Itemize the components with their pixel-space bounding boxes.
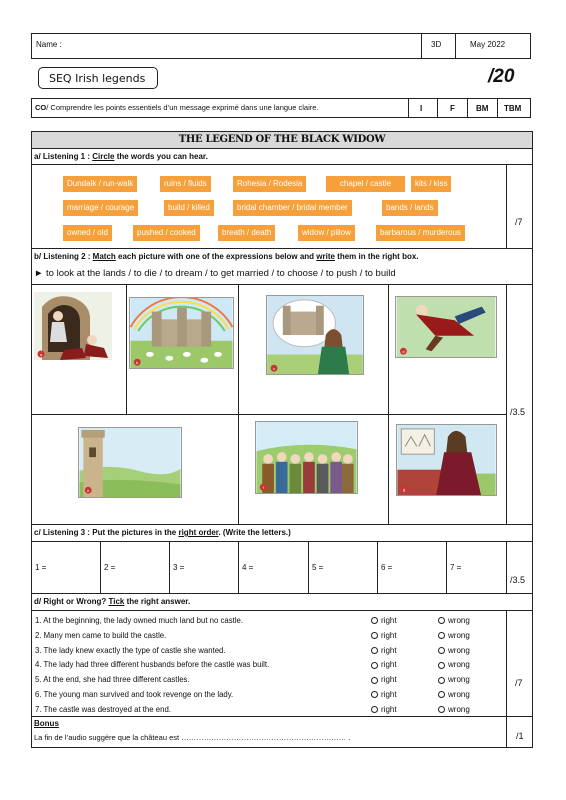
section-d-rest: the right answer. bbox=[124, 597, 191, 606]
section-c-score: /3.5 bbox=[510, 575, 526, 585]
seq-title-box bbox=[38, 67, 158, 89]
section-d-score: /7 bbox=[515, 678, 523, 688]
order-slot[interactable] bbox=[32, 542, 101, 594]
grid-line bbox=[238, 285, 239, 525]
order-slot[interactable] bbox=[239, 542, 309, 594]
word-option[interactable]: bridal chamber / bridal member bbox=[233, 200, 352, 216]
word-option[interactable]: Dundalk / run-walk bbox=[63, 176, 137, 192]
level-tbm[interactable] bbox=[497, 98, 531, 118]
section-b-instruction bbox=[34, 252, 419, 261]
wrong-label: wrong bbox=[448, 616, 470, 625]
co-abbr: CO bbox=[35, 103, 47, 112]
picture-b-letter: b bbox=[136, 360, 139, 366]
section-b-score-cell bbox=[507, 285, 532, 525]
order-slot[interactable] bbox=[378, 542, 447, 594]
order-slot[interactable] bbox=[309, 542, 378, 594]
level-i-label: I bbox=[420, 104, 423, 113]
radio-circle-icon[interactable] bbox=[438, 677, 445, 684]
radio-circle-icon[interactable] bbox=[371, 647, 378, 654]
picture-f-letter: f bbox=[262, 485, 264, 491]
statement-text: 5. At the end, she had three different castles. bbox=[35, 675, 190, 685]
radio-circle-icon[interactable] bbox=[371, 677, 378, 684]
radio-circle-icon[interactable] bbox=[371, 691, 378, 698]
bonus-score-cell bbox=[507, 717, 532, 747]
radio-circle-icon[interactable] bbox=[438, 662, 445, 669]
section-c-prefix: c/ Listening 3 : Put the pictures in the bbox=[34, 528, 179, 537]
section-c-emph: right order bbox=[178, 528, 219, 537]
word-option[interactable]: marriage / courage bbox=[63, 200, 138, 216]
statement-row bbox=[33, 703, 503, 717]
section-d-verb: Tick bbox=[108, 597, 125, 606]
statement-row bbox=[33, 629, 503, 643]
order-slot-label: 4 = bbox=[242, 563, 254, 572]
criteria-text bbox=[35, 103, 318, 112]
statement-row bbox=[33, 688, 503, 702]
right-label: right bbox=[381, 645, 397, 655]
grid-line bbox=[388, 285, 389, 525]
level-bm[interactable] bbox=[467, 98, 498, 118]
page-title: THE LEGEND OF THE BLACK WIDOW bbox=[178, 134, 386, 145]
wrong-option[interactable] bbox=[438, 690, 470, 699]
section-b-rest: them in the right box. bbox=[334, 252, 419, 261]
section-d-header bbox=[32, 594, 532, 611]
order-slot-label: 5 = bbox=[312, 563, 324, 572]
section-c-header bbox=[32, 525, 532, 542]
section-b-verb2: write bbox=[316, 252, 335, 261]
co-text: / Comprendre les points essentiels d’un message exprimé dans une langue claire. bbox=[46, 103, 319, 112]
order-slots-row bbox=[32, 542, 507, 594]
level-i[interactable] bbox=[408, 98, 438, 118]
picture-a-letter: a bbox=[39, 352, 43, 357]
total-score: /20 bbox=[488, 66, 515, 87]
section-a-rest: the words you can hear. bbox=[114, 152, 208, 161]
title-bar bbox=[32, 132, 532, 149]
right-option[interactable] bbox=[371, 675, 397, 684]
radio-circle-icon[interactable] bbox=[438, 706, 445, 713]
right-label: right bbox=[381, 675, 397, 685]
right-label: right bbox=[381, 616, 397, 625]
word-option[interactable]: Rohesia / Rodesia bbox=[233, 176, 306, 192]
picture-e-letter: e bbox=[87, 488, 90, 494]
wrong-option[interactable] bbox=[438, 705, 470, 714]
right-option[interactable] bbox=[371, 660, 397, 669]
wrong-label: wrong bbox=[448, 645, 470, 655]
bonus-section bbox=[32, 717, 507, 747]
wrong-label: wrong bbox=[448, 675, 470, 685]
statement-text: 4. The lady had three different husbands before the castle was built. bbox=[35, 660, 270, 670]
word-option[interactable]: widow / pillow bbox=[298, 225, 355, 241]
section-d-instruction bbox=[34, 597, 190, 606]
picture-f[interactable] bbox=[255, 421, 358, 494]
picture-d[interactable] bbox=[395, 296, 497, 358]
class-cell bbox=[421, 33, 456, 59]
bonus-title: Bonus bbox=[34, 719, 59, 728]
right-option[interactable] bbox=[371, 690, 397, 699]
section-c-score-cell bbox=[507, 542, 532, 594]
wrong-option[interactable] bbox=[438, 660, 470, 669]
wrong-option[interactable] bbox=[438, 631, 470, 640]
radio-circle-icon[interactable] bbox=[438, 632, 445, 639]
grid-line bbox=[32, 414, 507, 415]
word-option[interactable]: owned / old bbox=[63, 225, 112, 241]
section-a-score-cell bbox=[507, 165, 532, 249]
word-option[interactable]: pushed / cooked bbox=[133, 225, 200, 241]
radio-circle-icon[interactable] bbox=[438, 691, 445, 698]
word-option[interactable]: kits / kiss bbox=[411, 176, 451, 192]
right-option[interactable] bbox=[371, 705, 397, 714]
word-option[interactable]: chapel / castle bbox=[326, 176, 405, 192]
wrong-label: wrong bbox=[448, 704, 470, 714]
order-slot-label: 7 = bbox=[450, 563, 462, 572]
criteria-row bbox=[31, 98, 409, 118]
order-slot[interactable] bbox=[447, 542, 507, 594]
radio-circle-icon[interactable] bbox=[371, 617, 378, 624]
statement-text: 6. The young man survived and took revenge on the lady. bbox=[35, 690, 234, 699]
picture-d-letter: d bbox=[402, 349, 405, 355]
section-b-header bbox=[32, 249, 532, 285]
wrong-option[interactable] bbox=[438, 646, 470, 655]
statement-row bbox=[33, 673, 503, 687]
level-f[interactable] bbox=[437, 98, 468, 118]
statement-text: 3. The lady knew exactly the type of castle she wanted. bbox=[35, 645, 226, 655]
order-slot[interactable] bbox=[170, 542, 239, 594]
right-label: right bbox=[381, 630, 397, 640]
level-f-label: F bbox=[450, 104, 455, 113]
section-b-verb1: Match bbox=[92, 252, 116, 261]
picture-c[interactable] bbox=[266, 295, 364, 375]
seq-title: SEQ Irish legends bbox=[49, 72, 146, 85]
wrong-label: wrong bbox=[448, 690, 470, 699]
order-slot-label: 6 = bbox=[381, 563, 393, 572]
picture-a[interactable] bbox=[34, 292, 112, 360]
section-a-instruction bbox=[34, 152, 208, 161]
right-option[interactable] bbox=[371, 646, 397, 655]
section-a-header bbox=[32, 149, 532, 165]
section-d-prefix: d/ Right or Wrong? bbox=[34, 597, 109, 606]
section-b-prefix: b/ Listening 2 : bbox=[34, 252, 93, 261]
picture-g[interactable] bbox=[396, 424, 497, 496]
section-b-middle: each picture with one of the expressions below and bbox=[115, 252, 317, 261]
picture-g-letter: g bbox=[403, 487, 406, 493]
word-option[interactable]: build / killed bbox=[164, 200, 214, 216]
word-option[interactable]: breath / death bbox=[218, 225, 275, 241]
wrong-label: wrong bbox=[448, 630, 470, 640]
order-slot[interactable] bbox=[101, 542, 170, 594]
statement-row bbox=[33, 614, 503, 628]
section-a-verb: Circle bbox=[92, 152, 115, 161]
wrong-label: wrong bbox=[448, 660, 470, 670]
section-c-instruction bbox=[34, 528, 291, 537]
level-bm-label: BM bbox=[476, 104, 489, 113]
grid-line bbox=[126, 285, 127, 414]
right-label: right bbox=[381, 704, 397, 714]
word-option[interactable]: barbarous / murderous bbox=[376, 225, 465, 241]
radio-circle-icon[interactable] bbox=[438, 647, 445, 654]
right-option[interactable] bbox=[371, 616, 397, 625]
name-field[interactable] bbox=[31, 33, 422, 59]
class-label: 3D bbox=[431, 40, 442, 49]
radio-circle-icon[interactable] bbox=[438, 617, 445, 624]
date-label: May 2022 bbox=[470, 40, 506, 49]
radio-circle-icon[interactable] bbox=[371, 706, 378, 713]
order-slot-label: 3 = bbox=[173, 563, 185, 572]
level-tbm-label: TBM bbox=[504, 104, 522, 113]
name-label: Name : bbox=[36, 40, 62, 49]
section-d-score-cell bbox=[507, 611, 532, 717]
radio-circle-icon[interactable] bbox=[371, 662, 378, 669]
statement-text: 7. The castle was destroyed at the end. bbox=[35, 704, 171, 714]
picture-c-letter: c bbox=[273, 366, 276, 372]
right-label: right bbox=[381, 690, 397, 699]
section-a-prefix: a/ Listening 1 : bbox=[34, 152, 93, 161]
section-a-score: /7 bbox=[515, 217, 523, 227]
section-c-rest: . (Write the letters.) bbox=[218, 528, 291, 537]
right-label: right bbox=[381, 660, 397, 670]
bonus-text: La fin de l’audio suggère que la château est ………………………………………………………… . bbox=[34, 733, 351, 742]
bonus-score: /1 bbox=[516, 731, 524, 741]
word-option[interactable]: ruins / fluids bbox=[160, 176, 211, 192]
section-b-score: /3.5 bbox=[510, 407, 526, 417]
order-slot-label: 1 = bbox=[35, 563, 47, 572]
radio-circle-icon[interactable] bbox=[371, 632, 378, 639]
wrong-option[interactable] bbox=[438, 616, 470, 625]
statement-row bbox=[33, 644, 503, 658]
statement-text: 1. At the beginning, the lady owned much land but no castle. bbox=[35, 616, 244, 625]
picture-e[interactable] bbox=[78, 427, 182, 498]
expressions-list: ► to look at the lands / to die / to dream / to get married / to choose / to push / to build bbox=[34, 268, 396, 279]
statement-text: 2. Many men came to build the castle. bbox=[35, 630, 167, 640]
statement-row bbox=[33, 658, 503, 672]
right-option[interactable] bbox=[371, 631, 397, 640]
date-cell bbox=[455, 33, 531, 59]
picture-b[interactable] bbox=[129, 297, 234, 369]
wrong-option[interactable] bbox=[438, 675, 470, 684]
word-option[interactable]: bands / lands bbox=[382, 200, 438, 216]
order-slot-label: 2 = bbox=[104, 563, 116, 572]
